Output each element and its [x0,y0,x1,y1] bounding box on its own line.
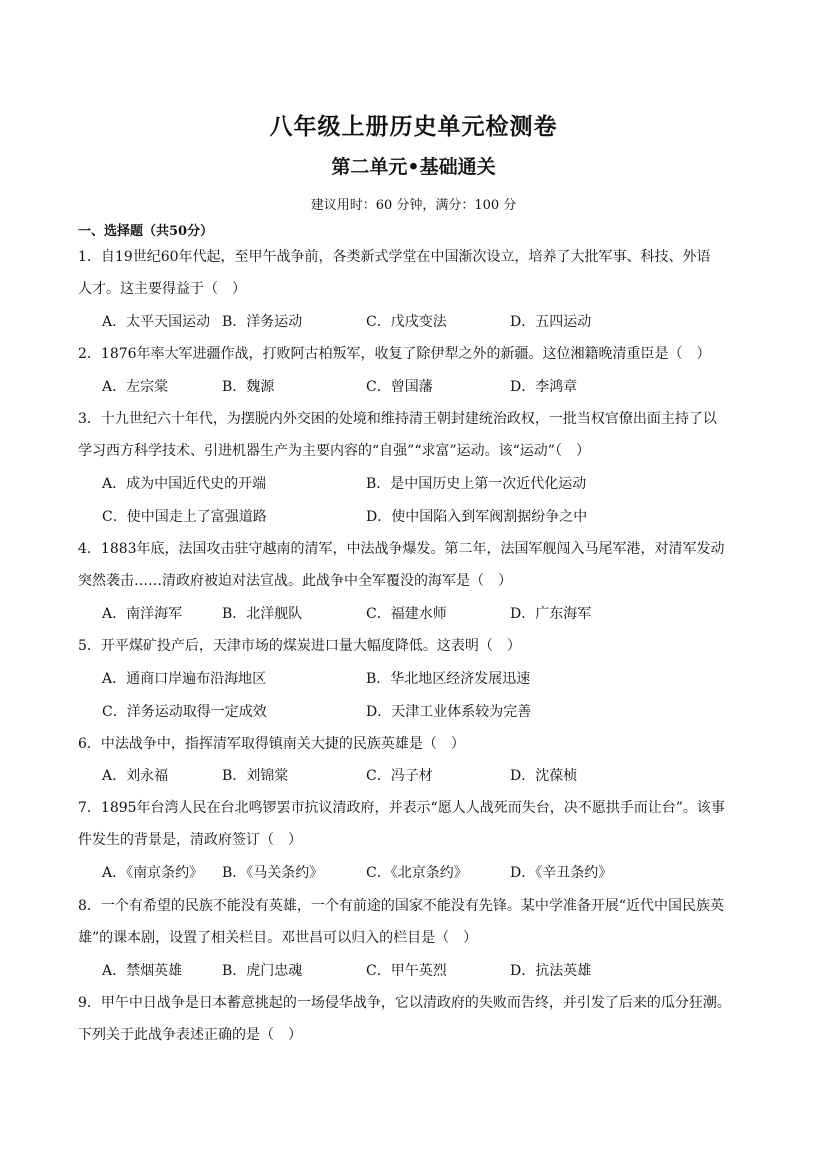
question-5-options-row-2 [102,702,762,722]
question-6-option-b[interactable]: B．刘锦棠 [222,768,289,784]
question-2-options [102,377,762,397]
question-7-line-2: 件发生的背景是，清政府签订（ ） [78,832,302,848]
question-6-option-d[interactable]: D．沈葆桢 [510,768,578,784]
question-3-option-d[interactable]: D．使中国陷入到军阀割据纷争之中 [366,509,588,525]
question-1-option-d[interactable]: D．五四运动 [510,314,592,330]
question-7-line-1: 7．1895年台湾人民在台北鸣锣罢市抗议清政府，并表示“愿人人战死而失台，决不愿拱手而让台”。该事 [78,800,725,816]
question-8-option-b[interactable]: B．虎门忠魂 [222,963,303,979]
question-5-options-row-1 [102,669,762,689]
question-3-options-row-2 [102,507,762,527]
question-1-line-1: 1．自19世纪60年代起，至甲午战争前，各类新式学堂在中国渐次设立，培养了大批军事、科技、外语 [78,249,711,265]
question-4-option-c[interactable]: C．福建水师 [366,606,447,622]
question-6-options [102,766,762,786]
question-5-option-d[interactable]: D．天津工业体系较为完善 [366,704,532,720]
question-8-line-2: 雄”的课本剧，设置了相关栏目。邓世昌可以归入的栏目是（ ） [78,930,478,946]
question-7-option-a[interactable]: A．《南京条约》 [102,865,204,881]
question-5-option-c[interactable]: C．洋务运动取得一定成效 [102,704,267,720]
question-2-line-1: 2．1876年率大军进疆作战，打败阿古柏叛军，收复了除伊犁之外的新疆。这位湘籍晚清重臣是（ ） [78,346,711,362]
question-3-options-row-1 [102,474,762,494]
question-3-option-c[interactable]: C．使中国走上了富强道路 [102,509,267,525]
question-5-option-b[interactable]: B．华北地区经济发展迅速 [366,671,531,687]
question-3-line-2: 学习西方科学技术、引进机器生产为主要内容的“自强”“求富”运动。该“运动”（ ） [78,443,590,459]
question-5-line-1: 5．开平煤矿投产后，天津市场的煤炭进口量大幅度降低。这表明（ ） [78,638,521,654]
question-1-options [102,312,762,332]
question-2-option-a[interactable]: A．左宗棠 [102,379,169,395]
question-6-option-a[interactable]: A．刘永福 [102,768,169,784]
question-4-option-b[interactable]: B．北洋舰队 [222,606,303,622]
question-4-option-d[interactable]: D．广东海军 [510,606,592,622]
question-1-option-a[interactable]: A．太平天国运动 [102,314,211,330]
question-2-option-b[interactable]: B．魏源 [222,379,275,395]
question-8-option-d[interactable]: D．抗法英雄 [510,963,592,979]
question-3-option-a[interactable]: A．成为中国近代史的开端 [102,476,267,492]
question-1-option-b[interactable]: B．洋务运动 [222,314,303,330]
question-8-line-1: 8．一个有希望的民族不能没有英雄，一个有前途的国家不能没有先锋。某中学准备开展“近代中国民族英 [78,898,725,914]
question-6-option-c[interactable]: C．冯子材 [366,768,433,784]
exam-meta: 建议用时：60 分钟，满分：100 分 [310,198,517,213]
question-9-line-1: 9．甲午中日战争是日本蓄意挑起的一场侵华战争，它以清政府的失败而告终，并引发了后来的瓜分狂潮。 [78,995,731,1011]
question-3-line-1: 3．十九世纪六十年代，为摆脱内外交困的处境和维持清王朝封建统治政权，一批当权官僚出面主持了以 [78,411,717,427]
question-2-option-c[interactable]: C．曾国藩 [366,379,433,395]
question-8-option-c[interactable]: C．甲午英烈 [366,963,447,979]
question-4-line-1: 4．1883年底，法国攻击驻守越南的清军，中法战争爆发。第二年，法国军舰闯入马尾军港，对清军发动 [78,541,725,557]
question-9-line-2: 下列关于此战争表述正确的是（ ） [78,1027,302,1043]
question-4-line-2: 突然袭击……清政府被迫对法宣战。此战争中全军覆没的海军是（ ） [78,573,512,589]
question-5-option-a[interactable]: A．通商口岸遍布沿海地区 [102,671,267,687]
question-4-option-a[interactable]: A．南洋海军 [102,606,183,622]
question-2-option-d[interactable]: D．李鸿章 [510,379,578,395]
question-7-option-b[interactable]: B．《马关条约》 [222,865,324,881]
question-7-options [102,863,762,883]
question-7-option-c[interactable]: C．《北京条约》 [366,865,468,881]
page-subtitle: 第二单元•基础通关 [331,156,496,178]
question-1-option-c[interactable]: C．戊戌变法 [366,314,447,330]
question-3-option-b[interactable]: B．是中国历史上第一次近代化运动 [366,476,587,492]
question-8-options [102,961,762,981]
page-title: 八年级上册历史单元检测卷 [269,113,558,140]
section-title: 一、选择题（共50分） [78,224,214,239]
question-4-options [102,604,762,624]
question-8-option-a[interactable]: A．禁烟英雄 [102,963,183,979]
question-6-line-1: 6．中法战争中，指挥清军取得镇南关大捷的民族英雄是（ ） [78,736,465,752]
question-1-line-2: 人才。这主要得益于（ ） [78,281,246,297]
question-7-option-d[interactable]: D．《辛丑条约》 [510,865,613,881]
